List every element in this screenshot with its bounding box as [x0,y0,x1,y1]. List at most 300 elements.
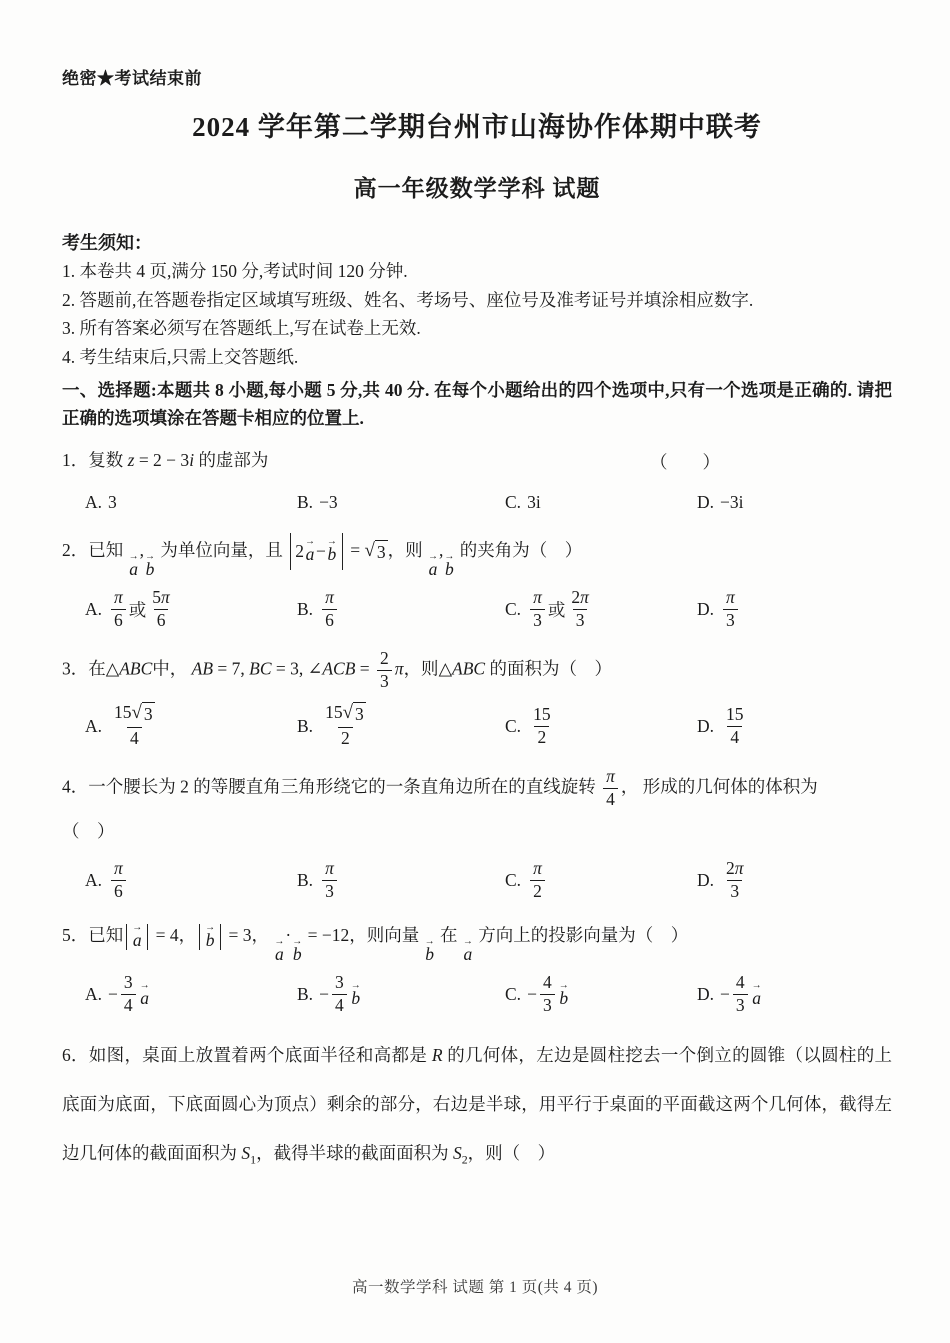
option-value [319,585,340,634]
option-D [697,702,892,751]
math-fraction [530,704,554,749]
math-text: π [325,586,334,607]
text: 6 [114,609,123,630]
math-text: · [285,925,292,945]
fraction-denominator [322,880,337,903]
math-text: − [527,984,537,1005]
math-text: − [108,984,118,1005]
option-label: A. [85,984,103,1005]
square-root [365,540,388,565]
absolute-value [290,533,343,571]
vector-letter: b [205,929,215,950]
fraction-numerator [733,972,748,994]
option-label: D. [697,715,715,736]
fraction-denominator [111,609,126,632]
option-B [297,492,505,513]
fraction-numerator [568,587,592,609]
text: 3 [334,972,344,993]
text: 15 [114,702,132,723]
radicand: 3 [142,702,155,727]
text: 4．一个腰长为 2 的等腰直角三角形绕它的一条直角边所在的直线旋转 [62,776,601,797]
text: 3 [735,995,745,1016]
option-value [108,700,161,752]
text: 2 [533,881,542,902]
exam-subtitle: 高一年级数学学科 试题 [353,176,601,201]
vector [292,938,302,964]
math-fraction [121,972,136,1017]
vector-arrow-icon: → [326,536,337,548]
text: 或 [547,599,566,620]
math-fraction [568,587,592,632]
math-text: π [114,586,123,607]
math-text: R [431,1045,443,1065]
option-A [85,856,297,905]
option-row [62,700,892,752]
option-label: B. [297,984,314,1005]
option-value [720,856,750,905]
fraction-denominator [534,726,549,749]
vector-arrow-icon: → [305,536,315,548]
option-value [720,585,741,634]
fraction-denominator [530,609,545,632]
math-text: π [114,858,123,879]
option-D [697,585,892,634]
math-text: −3 [319,492,338,513]
option-value [319,970,362,1019]
text: ， 形成的几何体的体积为 [620,776,818,797]
fraction-numerator [121,972,136,994]
fraction-denominator [723,609,738,632]
radical-icon: √ [131,702,142,724]
text: 4 [542,972,552,993]
vector-arrow-icon: → [424,936,435,947]
math-text: △ [105,658,120,679]
fraction-numerator [322,858,337,880]
text: （ ） [62,820,115,841]
math-fraction [530,587,545,632]
math-text: BC [249,658,272,679]
math-text: △ [438,658,453,679]
text: 或 [128,599,147,620]
option-A [85,492,297,513]
math-fraction [111,702,158,750]
fraction-numerator [332,972,347,994]
option-value [319,856,340,905]
fraction-denominator [377,670,392,693]
text: 3 [730,881,740,902]
text: 3 [533,609,542,630]
fraction-numerator [723,704,747,726]
option-label: D. [697,598,715,619]
math-text: = 3 [224,925,252,945]
vector-letter: a [752,987,762,1008]
vector-letter: a [275,944,284,964]
text: 6 [156,609,166,630]
vector-arrow-icon: → [462,936,473,947]
text: ，截得半球的截面面积为 [256,1143,453,1163]
math-text: S [452,1143,462,1163]
math-text: ABC [452,658,486,679]
question-stem [62,442,892,480]
vector-arrow-icon: → [132,921,143,933]
fraction-numerator [723,858,747,880]
option-B [297,585,505,634]
text: 的几何体，左边是圆柱挖去一个倒立的圆锥（以圆柱的上底面为底面，下底面圆心为顶点）剩余的部分，右边是半球，用平行于桌面的平面截这两个几何体，截得左边几何体的截面面积为 [62,1045,893,1163]
option-A [85,970,297,1019]
math-fraction [111,858,126,903]
math-fraction [111,587,126,632]
text: ，则 [387,539,427,560]
text: 3 [542,995,552,1016]
math-text: −3i [720,492,744,513]
math-text: π [325,858,334,879]
text: 6 [114,881,123,902]
fraction-denominator [338,727,353,750]
fraction-denominator [733,994,748,1017]
fraction-denominator [530,880,545,903]
page-footer: 高一数学学科 试题 第 1 页(共 4 页) [351,1279,599,1296]
math-text: , [139,539,144,560]
vector [751,979,762,1008]
option-value [319,700,372,752]
vector-letter: b [351,987,361,1008]
notice-item-2: 2. 答题前,在答题卷指定区域填写班级、姓名、考场号、座位号及准考证号并填涂相应数字. [62,289,754,310]
math-text: = 4 [151,925,179,945]
math-fraction [540,972,555,1017]
vector [132,921,143,950]
option-label: D. [697,492,715,513]
fraction-numerator [540,972,555,994]
option-label: B. [297,492,314,513]
option-A [85,700,297,752]
math-text: 2 [295,540,304,561]
option-C [505,585,697,634]
math-fraction [733,972,748,1017]
text: 4 [123,995,133,1016]
fraction-numerator [723,587,738,609]
vector-arrow-icon: → [139,979,150,991]
option-D [697,492,892,513]
math-text: = −12 [303,925,350,945]
text: 3 [123,972,133,993]
option-label: B. [297,715,314,736]
vector-letter: b [145,558,155,579]
math-fraction [603,766,618,811]
option-value [527,970,570,1019]
option-row [62,486,892,520]
vector [305,538,315,564]
text: 中， [152,658,192,679]
math-text: , [439,539,444,560]
fraction-denominator [540,994,555,1017]
question-5 [62,917,892,1019]
option-label: A. [85,492,103,513]
option-value [108,970,151,1019]
option-value [527,702,557,751]
math-text: = [345,539,365,560]
math-text: i [189,450,195,470]
square-root [343,702,366,727]
math-text: = 7, [213,658,250,679]
text: 6 [325,609,334,630]
vector [139,979,150,1008]
question-stem [62,764,892,813]
math-text: π [580,586,589,607]
vector-letter: b [425,944,434,964]
text: 5 [152,586,162,607]
fraction-denominator [121,994,136,1017]
fraction-numerator [111,702,158,727]
option-D [697,856,892,905]
fraction-denominator [727,880,742,903]
math-text: − [316,540,326,561]
notice-item-1: 1. 本卷共 4 页,满分 150 分,考试时间 120 分钟. [62,261,408,281]
math-text: π [533,858,542,879]
vector-arrow-icon: → [350,979,361,991]
option-B [297,970,505,1019]
option-value [527,492,541,513]
math-fraction [332,972,347,1017]
text: 4 [730,726,740,747]
vector-arrow-icon: → [428,550,438,562]
notice-heading: 考生须知： [62,233,152,253]
notice-item-4: 4. 考生结束后,只需上交答题纸. [62,346,299,367]
option-B [297,700,505,752]
math-text: π [394,658,404,679]
fraction-numerator [530,704,554,726]
math-fraction [723,858,747,903]
option-label: A. [85,870,103,891]
fraction-numerator [603,766,618,788]
vector [428,550,438,579]
math-text: z [127,450,135,470]
fraction-denominator [154,609,169,632]
classification-label: 绝密★考试结束前 [62,69,202,88]
fraction-numerator [111,587,126,609]
text: 3 [575,609,585,630]
question-3 [62,646,892,752]
option-value [720,702,750,751]
vector-arrow-icon: → [558,979,569,991]
text: 5．已知 [62,925,124,945]
option-D [697,970,892,1019]
radicand: 3 [353,702,366,727]
vector-arrow-icon: → [128,550,139,562]
vector-letter: b [445,558,454,579]
vector-arrow-icon: → [205,921,216,933]
fraction-numerator [149,587,173,609]
question-2 [62,532,892,634]
text: 的夹角为（ ） [455,539,583,560]
fraction-denominator [322,609,337,632]
fraction-numerator [322,587,337,609]
math-text: = 3, ∠ [271,658,323,679]
text: ， [251,925,274,945]
absolute-value [199,921,221,950]
question-4 [62,764,892,905]
square-root [132,702,155,727]
text: 为单位向量，且 [156,539,288,560]
radical-icon: √ [342,702,353,724]
option-label: C. [505,492,522,513]
text: 2 [380,647,389,668]
question-stem [62,917,892,964]
math-text: 3 [108,492,117,513]
text: ，则 [403,658,439,679]
math-text: ACB [322,658,356,679]
fraction-denominator [603,788,618,811]
math-fraction [723,704,747,749]
option-C [505,856,697,905]
text: 2 [571,586,581,607]
option-label: A. [85,598,103,619]
option-value [527,856,548,905]
math-fraction [322,587,337,632]
math-text: 3i [527,492,541,513]
vector [205,921,216,950]
text: 3 [380,670,389,691]
text: 3．在 [62,658,106,679]
vector-arrow-icon: → [274,936,285,947]
option-label: D. [697,870,715,891]
notice-list [62,257,892,371]
text: 在 [435,925,462,945]
option-value [527,585,595,634]
vector [327,538,337,564]
option-label: B. [297,598,314,619]
text: 4 [735,972,745,993]
option-row [62,585,892,634]
questions-area [62,442,892,1178]
option-row [62,856,892,905]
option-value [108,492,117,513]
option-label: B. [297,870,314,891]
math-text: π [533,586,542,607]
vector-letter: a [305,544,315,565]
vector [145,550,155,579]
fraction-denominator [727,726,742,749]
math-fraction [149,587,173,632]
fraction-denominator [127,727,142,750]
option-B [297,856,505,905]
math-text: = 2 − 3 [134,450,190,470]
math-text: = [355,658,375,679]
text: 的面积为（ ） [485,658,612,679]
option-A [85,585,297,634]
vector [444,550,455,579]
option-value [720,492,743,513]
text: 4 [606,788,615,809]
radical-icon: √ [364,539,375,561]
notice-item-3: 3. 所有答案必须写在答题纸上,写在试卷上无效. [62,318,421,338]
text: 3 [726,609,735,630]
text: 的虚部为 [194,450,269,470]
option-value [720,970,763,1019]
text: 15 [325,702,343,723]
fraction-numerator [377,648,392,670]
option-value [108,585,176,634]
math-fraction [723,587,738,632]
math-fraction [377,648,392,693]
vector-letter: a [132,929,142,950]
question-stem [62,646,892,695]
vector [425,938,435,964]
math-fraction [322,858,337,903]
math-text: π [606,765,615,786]
option-label: C. [505,715,522,736]
option-C [505,492,697,513]
vector-arrow-icon: → [145,550,155,562]
vector [128,550,139,579]
answer-bracket: （ ） [650,452,720,472]
question-stem [62,532,892,579]
vector-arrow-icon: → [751,979,762,991]
math-text: S [241,1143,251,1163]
math-text: AB [191,658,214,679]
text: ， [178,925,197,945]
vector-letter: a [140,987,150,1008]
text: 15 [533,703,551,724]
exam-title: 2024 学年第二学期台州市山海协作体期中联考 [192,112,762,142]
text: 15 [726,703,744,724]
fraction-denominator [332,994,347,1017]
text: 4 [334,995,344,1016]
vector [558,979,569,1008]
text: 2 [726,858,735,879]
math-fraction [530,858,545,903]
option-C [505,702,697,751]
math-text: π [726,586,735,607]
vector-arrow-icon: → [444,550,455,562]
text: ，则（ ） [467,1143,556,1163]
text: 6．如图，桌面上放置着两个底面半径和高都是 [62,1045,432,1065]
vector [463,938,473,964]
text: 3 [325,881,334,902]
option-label: A. [85,715,103,736]
option-label: C. [505,870,522,891]
math-text: − [319,984,329,1005]
math-text: π [161,586,170,607]
subscript: 1 [250,1152,257,1167]
vector-letter: b [292,944,302,964]
fraction-numerator [530,587,545,609]
option-value [108,856,129,905]
text: 4 [129,728,139,748]
vector-letter: a [463,944,473,964]
radicand: 3 [375,540,388,565]
fraction-numerator [530,858,545,880]
question-stem [62,813,892,851]
text: 2 [537,726,547,747]
vector [274,938,284,964]
option-value [319,492,338,513]
option-row [62,970,892,1019]
text: ，则向量 [349,925,424,945]
text: 方向上的投影向量为（ ） [473,925,689,945]
option-label: C. [505,598,522,619]
vector-letter: b [327,544,337,565]
option-label: C. [505,984,522,1005]
text: 2 [341,728,350,748]
vector-letter: a [129,558,138,579]
option-C [505,970,697,1019]
math-text: π [734,858,744,879]
math-fraction [322,702,369,750]
text: 2．已知 [62,539,128,560]
math-text: ABC [119,658,153,679]
vector [350,979,361,1008]
absolute-value [126,921,148,950]
